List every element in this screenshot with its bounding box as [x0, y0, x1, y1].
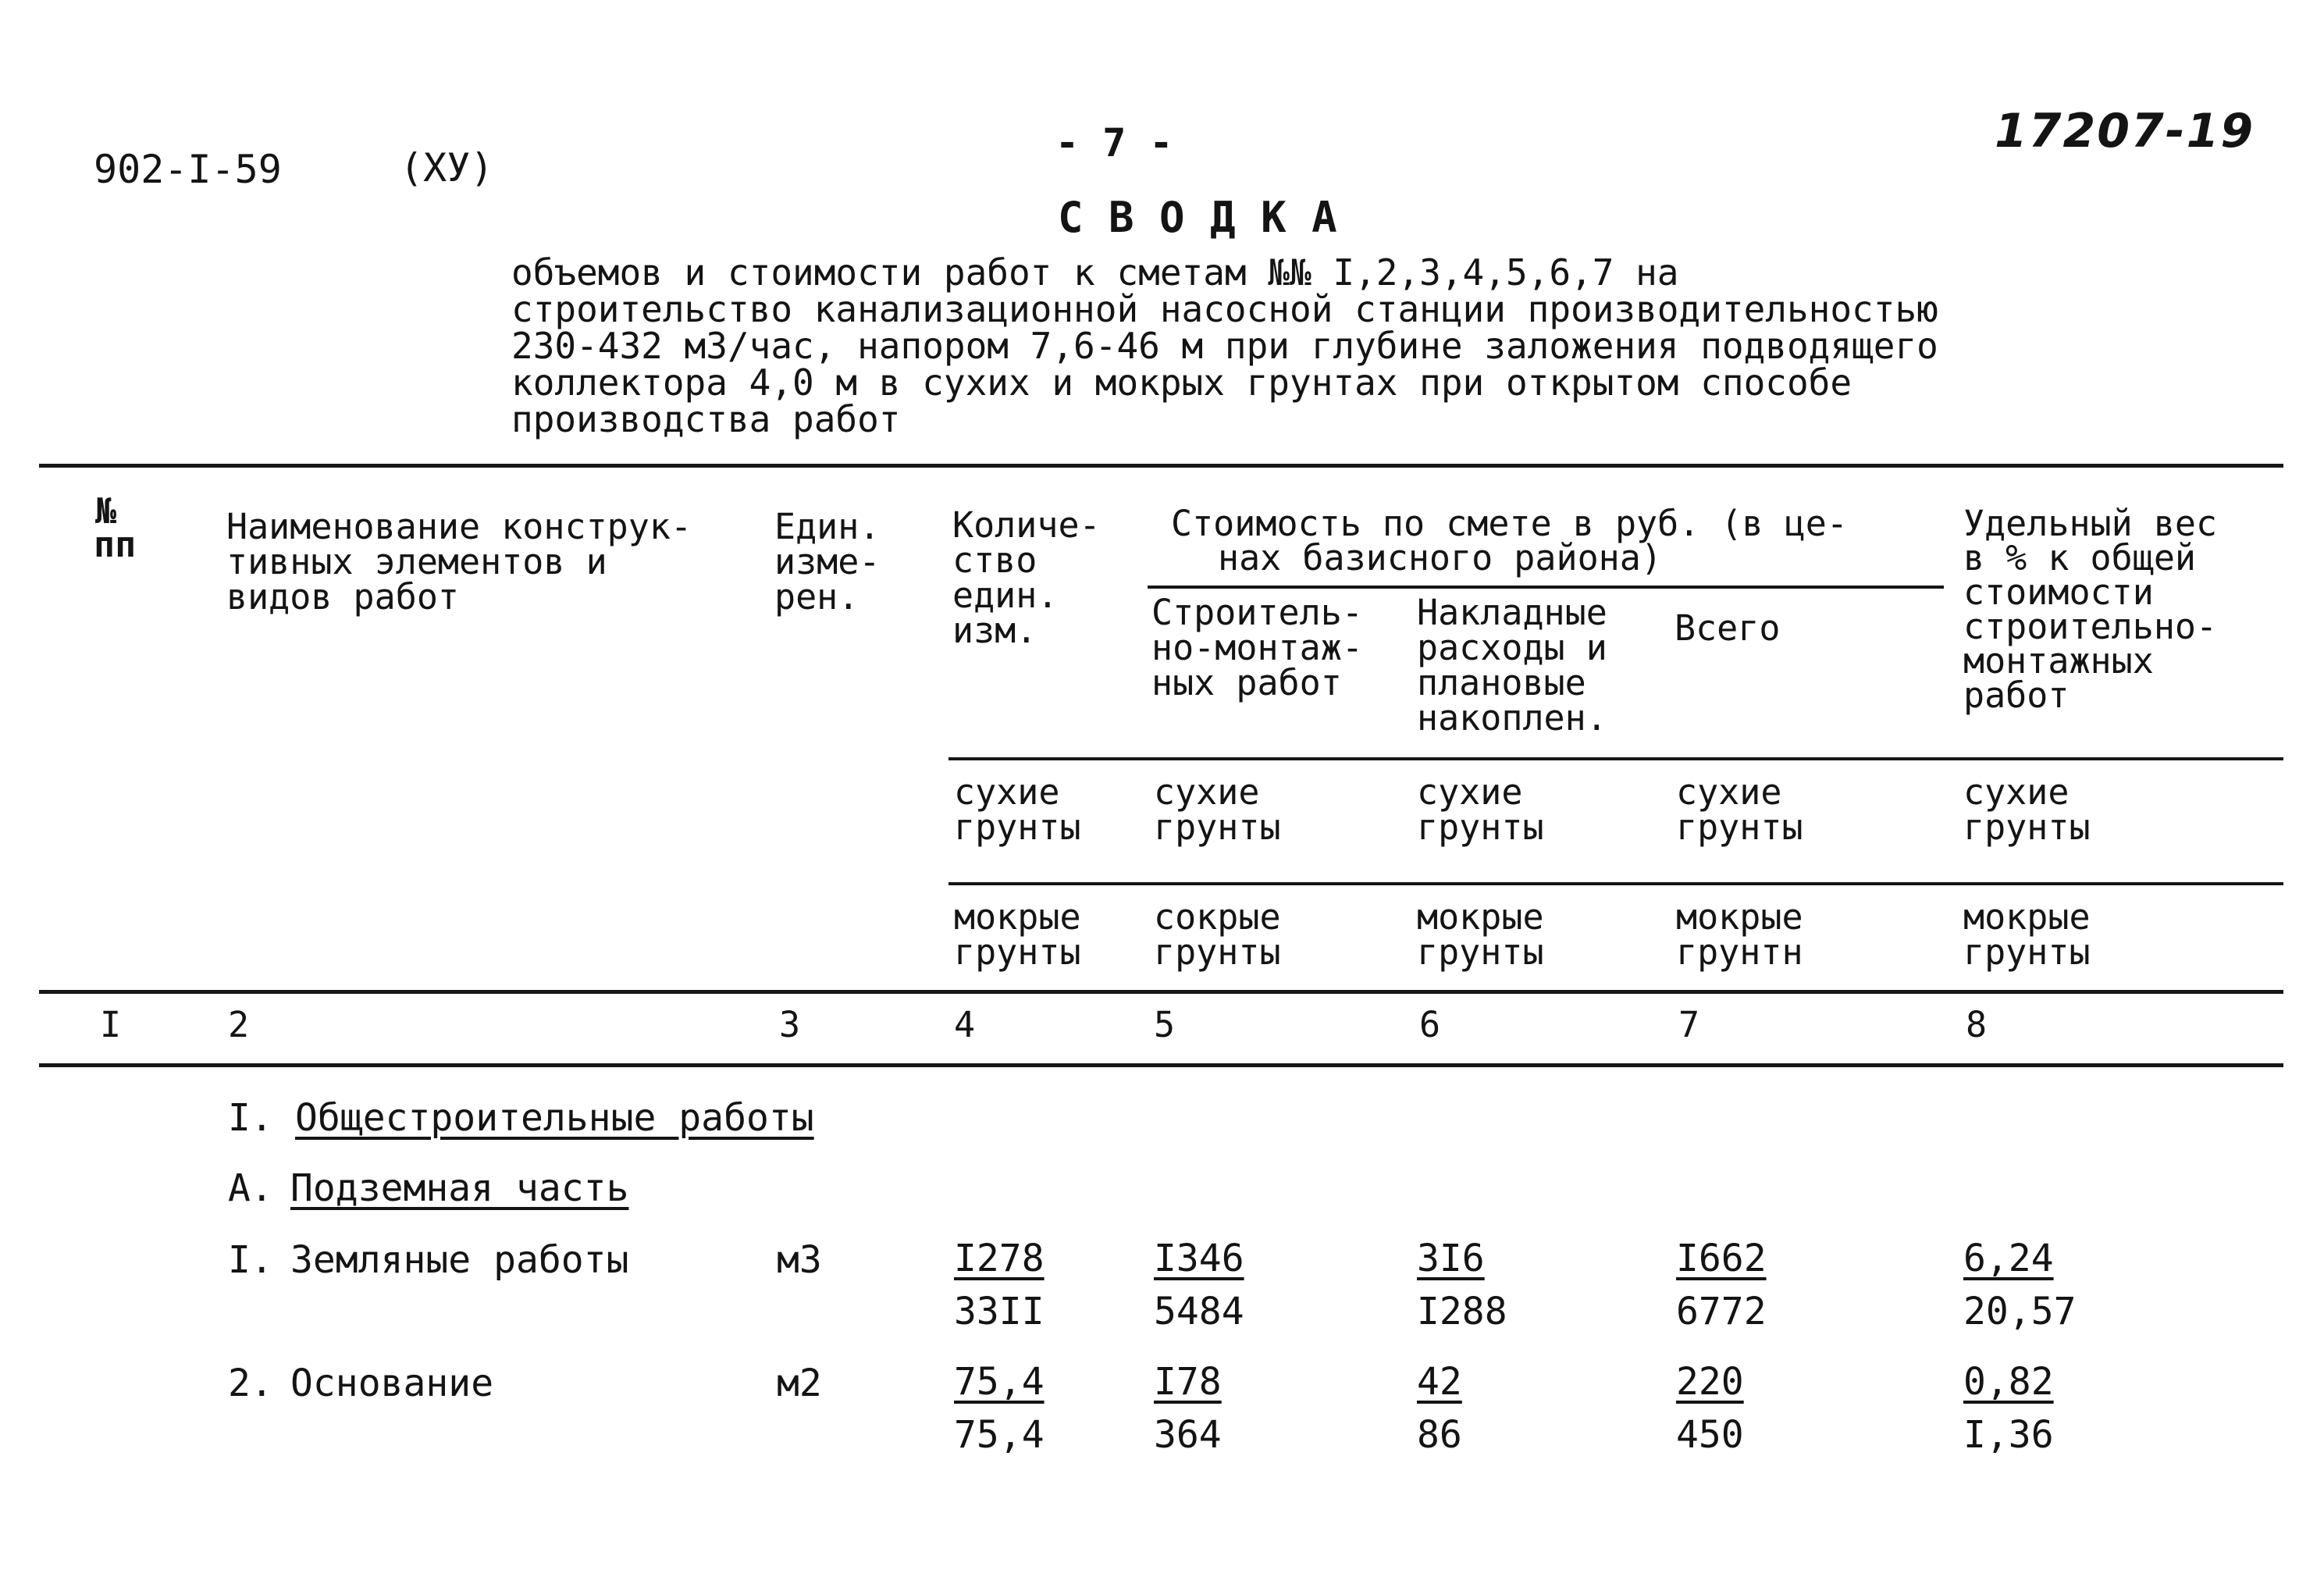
col-name-header: видов работ: [226, 576, 460, 618]
handwritten-stamp: 17207-19: [1995, 104, 2255, 158]
share-dry: 0,82: [1963, 1360, 2054, 1404]
column-number: 3: [779, 1004, 801, 1045]
col-overhead-header: накоплен.: [1417, 697, 1607, 739]
col-name-header: тивных элементов и: [226, 541, 607, 582]
smr-wet: 5484: [1154, 1290, 1244, 1333]
col-smr-header: ных работ: [1151, 662, 1342, 703]
dry-label: сухие: [1154, 771, 1260, 813]
col-unit-header: рен.: [774, 576, 859, 618]
subtitle-line: коллектора 4,0 м в сухих и мокрых грунтах при открытом способе: [511, 361, 1852, 404]
dry-label: грунты: [1676, 806, 1803, 848]
col-qty-header: изм.: [952, 610, 1037, 651]
col-share-header: стоимости: [1963, 571, 2154, 613]
smr-wet: 364: [1154, 1413, 1222, 1457]
total-dry: 220: [1676, 1360, 1744, 1404]
row-name: Основание: [290, 1362, 494, 1405]
col-unit-header: Един.: [774, 506, 881, 547]
wet-label: грунтн: [1676, 931, 1803, 973]
wet-row-rule: [948, 882, 2283, 885]
col-overhead-header: Накладные: [1417, 592, 1607, 633]
dry-label: сухие: [1676, 771, 1782, 813]
smr-dry: I78: [1154, 1360, 1222, 1404]
wet-label: мокрые: [1417, 896, 1544, 938]
share-wet: 20,57: [1963, 1290, 2077, 1333]
col-share-header: работ: [1963, 675, 2070, 716]
col-share-header: в % к общей: [1963, 537, 2197, 578]
col-smr-header: но-монтаж-: [1151, 627, 1363, 668]
dry-label: сухие: [954, 771, 1060, 813]
wet-label: мокрые: [1963, 896, 2091, 938]
row-unit: м2: [777, 1362, 822, 1405]
cost-group-rule: [1148, 586, 1944, 589]
col-qty-header: ство: [952, 539, 1037, 581]
dry-label: грунты: [1154, 806, 1281, 848]
total-wet: 450: [1676, 1413, 1744, 1457]
subtitle-line: объемов и стоимости работ к сметам №№ I,2,3,4,5,6,7 на: [511, 251, 1679, 294]
column-number: I: [100, 1004, 122, 1045]
page-number: - 7 -: [1055, 120, 1173, 166]
row-unit: м3: [777, 1238, 822, 1282]
col-share-header: монтажных: [1963, 640, 2154, 682]
col-total-header: Всего: [1674, 607, 1781, 649]
row-name: Земляные работы: [290, 1238, 629, 1282]
row-number: 2.: [228, 1362, 273, 1405]
qty-dry: 75,4: [954, 1360, 1045, 1404]
dry-label: сухие: [1417, 771, 1523, 813]
column-number: 2: [228, 1004, 250, 1045]
col-num-header: пп: [94, 524, 137, 565]
column-number: 4: [954, 1004, 976, 1045]
cost-group-header: нах базисного района): [1218, 537, 1662, 578]
dry-label: грунты: [954, 806, 1081, 848]
section-title: Общестроительные работы: [295, 1096, 814, 1140]
wet-label: мокрые: [1676, 896, 1803, 938]
column-number: 8: [1966, 1004, 1988, 1045]
subtitle-line: 230-432 м3/час, напором 7,6-46 м при глубине заложения подводящего: [511, 325, 1938, 367]
document-code: 902-I-59: [94, 147, 282, 192]
wet-label: грунты: [1963, 931, 2091, 973]
header-bottom-rule: [39, 990, 2283, 994]
column-number: 7: [1678, 1004, 1700, 1045]
qty-wet: 33II: [954, 1290, 1045, 1333]
overhead-wet: I288: [1417, 1290, 1507, 1333]
overhead-dry: 3I6: [1417, 1237, 1485, 1280]
subtitle-line: производства работ: [511, 398, 901, 440]
subtitle-line: строительство канализационной насосной станции производительностью: [511, 288, 1938, 330]
subsection-number: А.: [228, 1166, 273, 1210]
dry-label: грунты: [1963, 806, 2091, 848]
wet-label: грунты: [1417, 931, 1544, 973]
col-qty-header: Количе-: [952, 504, 1101, 546]
col-overhead-header: плановые: [1417, 662, 1586, 703]
overhead-dry: 42: [1417, 1360, 1462, 1404]
section-number: I.: [228, 1096, 273, 1140]
row-number: I.: [228, 1238, 273, 1282]
col-unit-header: изме-: [774, 541, 881, 582]
wet-label: грунты: [954, 931, 1081, 973]
dry-label: сухие: [1963, 771, 2070, 813]
col-smr-header: Строитель-: [1151, 592, 1363, 633]
cost-group-header: Стоимость по смете в руб. (в це-: [1171, 503, 1848, 544]
page-title: С В О Д К А: [1058, 193, 1337, 242]
total-wet: 6772: [1676, 1290, 1767, 1333]
column-number: 6: [1419, 1004, 1441, 1045]
share-dry: 6,24: [1963, 1237, 2054, 1280]
qty-dry: I278: [954, 1237, 1045, 1280]
col-share-header: строительно-: [1963, 606, 2218, 647]
wet-label: мокрые: [954, 896, 1081, 938]
dry-row-rule: [948, 757, 2283, 760]
total-dry: I662: [1676, 1237, 1767, 1280]
qty-wet: 75,4: [954, 1413, 1045, 1457]
wet-label: грунты: [1154, 931, 1281, 973]
col-qty-header: един.: [952, 575, 1059, 616]
col-overhead-header: расходы и: [1417, 627, 1607, 668]
subsection-title: Подземная часть: [290, 1166, 629, 1210]
volume-label: (XУ): [400, 145, 494, 190]
share-wet: I,36: [1963, 1413, 2054, 1457]
column-numbers-rule: [39, 1063, 2283, 1067]
overhead-wet: 86: [1417, 1413, 1462, 1457]
column-number: 5: [1154, 1004, 1176, 1045]
wet-label: сокрые: [1154, 896, 1281, 938]
col-share-header: Удельный вес: [1963, 503, 2218, 544]
col-name-header: Наименование конструк-: [226, 506, 692, 547]
table-top-rule: [39, 464, 2283, 468]
col-num-header: №: [95, 490, 117, 532]
smr-dry: I346: [1154, 1237, 1244, 1280]
dry-label: грунты: [1417, 806, 1544, 848]
